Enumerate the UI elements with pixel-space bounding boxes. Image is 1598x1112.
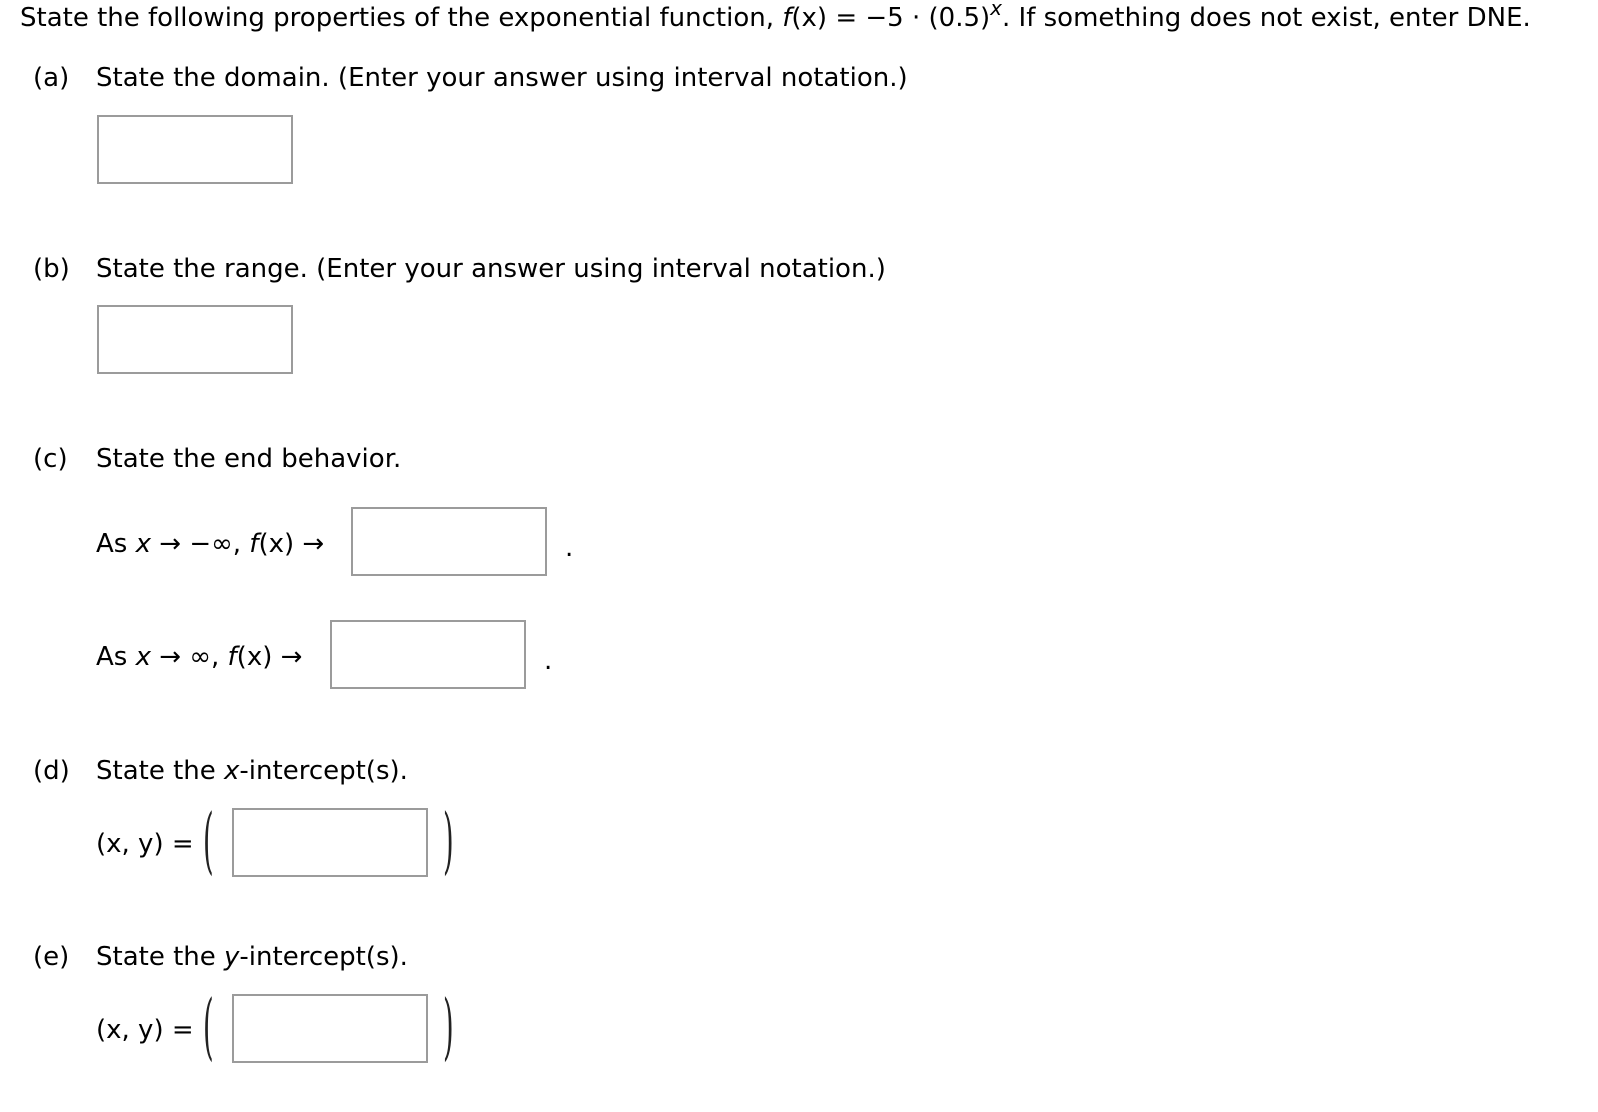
function-exponent: x — [990, 0, 1002, 20]
end-behavior-pos-input[interactable] — [330, 620, 526, 689]
end-behavior-neg-limit: → −∞, — [151, 529, 250, 559]
part-e-prompt-after: -intercept(s). — [239, 942, 408, 972]
part-a-label: (a) — [33, 63, 70, 93]
end-behavior-neg-tail: (x) → — [258, 529, 325, 559]
range-input[interactable] — [97, 305, 293, 374]
y-intercept-input[interactable] — [232, 994, 428, 1063]
end-behavior-neg-period: . — [565, 533, 574, 563]
end-behavior-pos-tail: (x) → — [236, 642, 303, 672]
x-intercept-input[interactable] — [232, 808, 428, 877]
end-behavior-neg-var: x — [135, 529, 151, 559]
end-behavior-neg-input[interactable] — [351, 507, 547, 576]
end-behavior-neg-as: As — [96, 529, 136, 559]
y-intercept-close-paren: ) — [443, 984, 454, 1068]
y-intercept-pair-label: (x, y) = — [96, 1015, 194, 1045]
end-behavior-pos-period: . — [544, 646, 553, 676]
problem-intro: State the following properties of the exponential function, — [20, 3, 774, 33]
end-behavior-neg-label — [96, 526, 324, 562]
part-e-label: (e) — [33, 942, 70, 972]
part-c-label: (c) — [33, 444, 68, 474]
function-name: f — [782, 3, 792, 33]
end-behavior-pos-as: As — [96, 642, 136, 672]
x-intercept-close-paren: ) — [443, 798, 454, 882]
end-behavior-neg-f: f — [249, 529, 259, 559]
part-c-prompt: State the end behavior. — [96, 444, 402, 474]
part-d-prompt-before: State the — [96, 756, 225, 786]
part-d-prompt-after: -intercept(s). — [239, 756, 408, 786]
y-intercept-open-paren: ( — [203, 984, 214, 1068]
part-b-label: (b) — [33, 254, 70, 284]
part-b-prompt: State the range. (Enter your answer using interval notation.) — [96, 254, 886, 284]
end-behavior-pos-var: x — [135, 642, 151, 672]
part-e-prompt — [96, 939, 408, 975]
part-d-prompt-var: x — [224, 756, 240, 786]
end-behavior-pos-label — [96, 639, 302, 675]
end-behavior-pos-f: f — [227, 642, 237, 672]
problem-statement — [20, 0, 1531, 37]
function-expression: (x) = −5 · (0.5) — [791, 3, 991, 33]
part-d-prompt — [96, 753, 408, 789]
end-behavior-pos-limit: → ∞, — [151, 642, 228, 672]
part-a-prompt: State the domain. (Enter your answer using interval notation.) — [96, 63, 908, 93]
domain-input[interactable] — [97, 115, 293, 184]
x-intercept-open-paren: ( — [203, 798, 214, 882]
part-e-prompt-var: y — [224, 942, 240, 972]
part-d-label: (d) — [33, 756, 70, 786]
problem-instruction: . If something does not exist, enter DNE. — [1002, 3, 1531, 33]
part-e-prompt-before: State the — [96, 942, 225, 972]
x-intercept-pair-label: (x, y) = — [96, 829, 194, 859]
